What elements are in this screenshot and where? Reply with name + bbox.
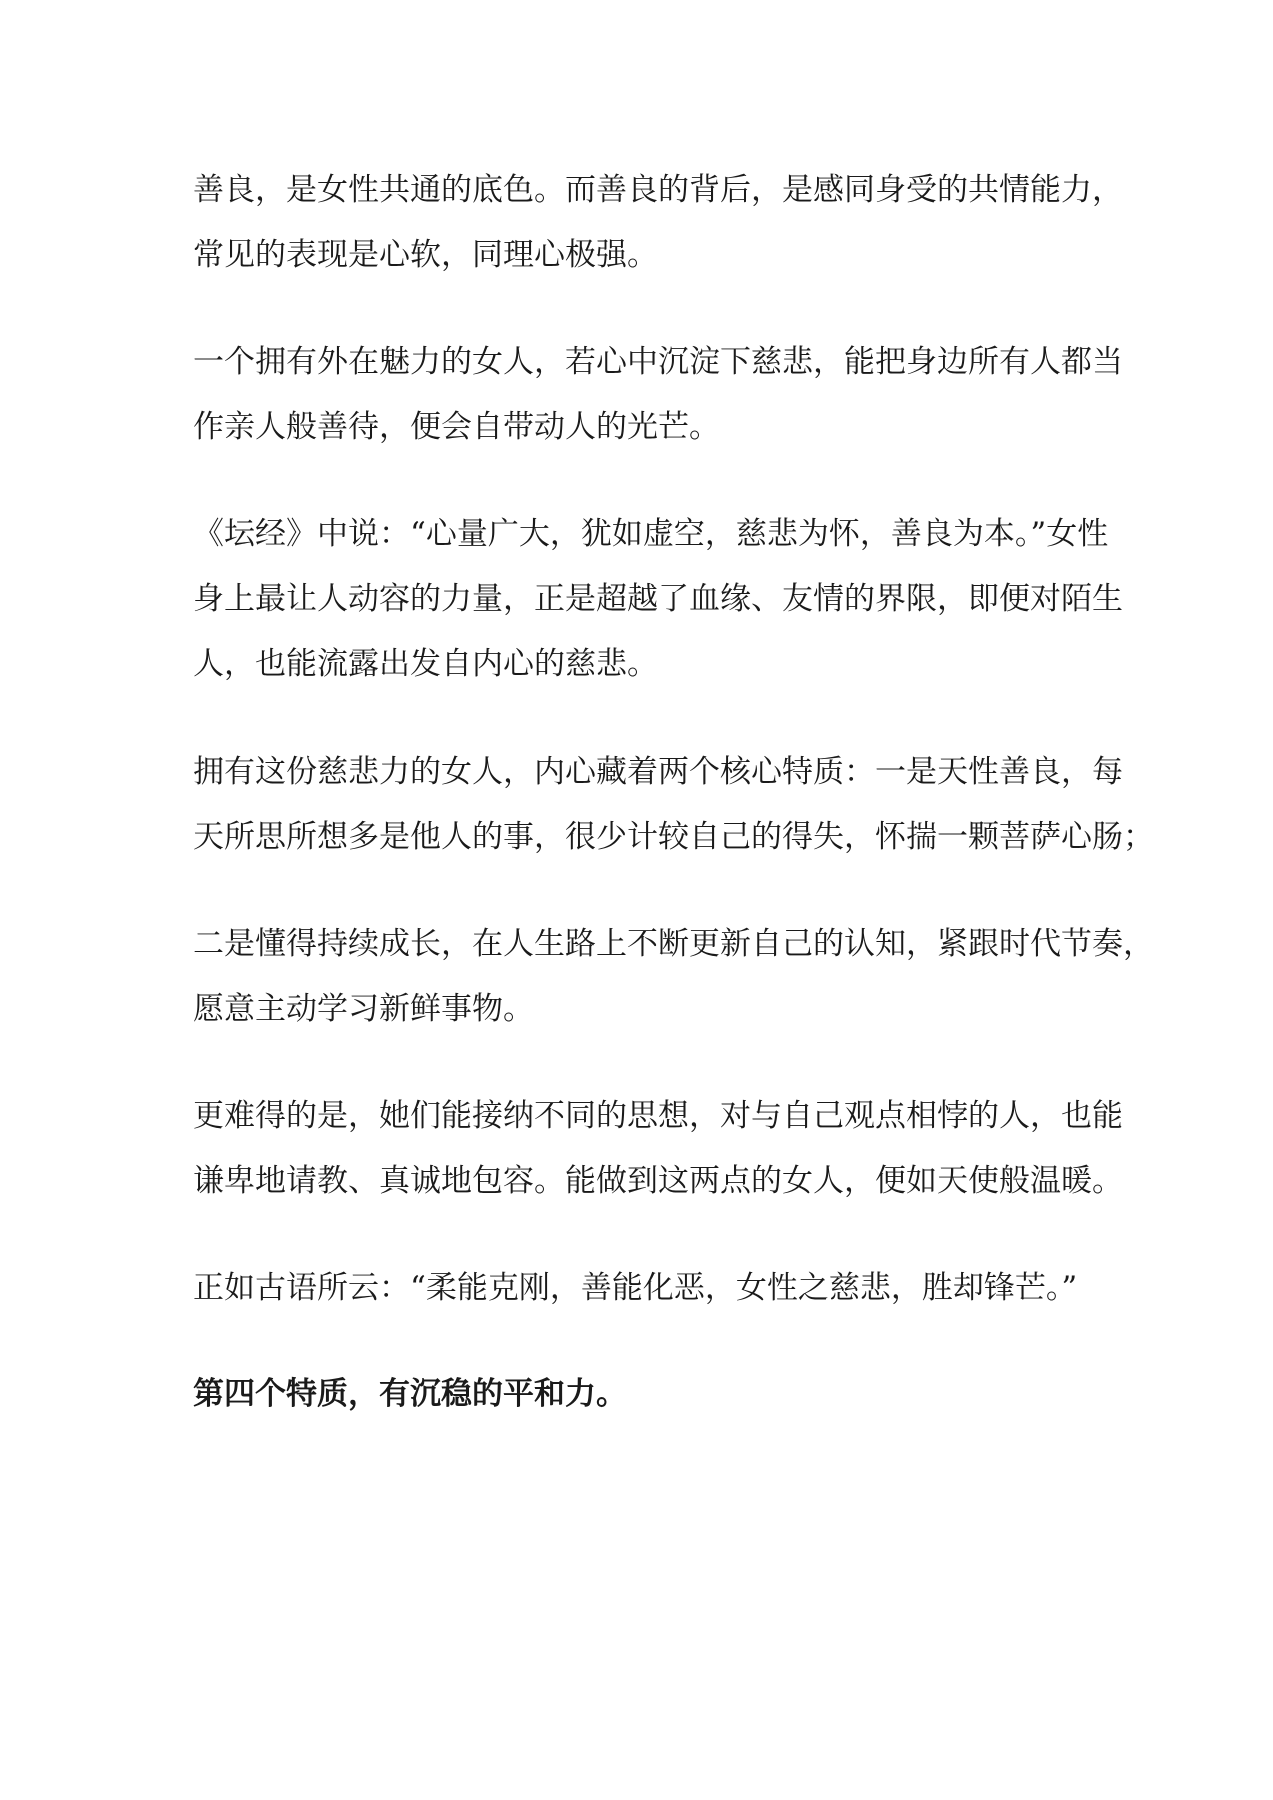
paragraph-6-line-1: 更难得的是，她们能接纳不同的思想，对与自己观点相悖的人，也能 xyxy=(193,1098,1123,1134)
paragraph-4 xyxy=(193,740,1154,870)
section-heading-text: 第四个特质，有沉稳的平和力。 xyxy=(193,1376,627,1412)
paragraph-3 xyxy=(193,502,1123,697)
paragraph-7-line-1: 正如古语所云：“柔能克刚，善能化恶，女性之慈悲，胜却锋芒。” xyxy=(193,1270,1078,1306)
paragraph-5 xyxy=(193,912,1154,1042)
paragraph-5-line-1: 二是懂得持续成长，在人生路上不断更新自己的认知，紧跟时代节奏， xyxy=(193,926,1154,962)
paragraph-2 xyxy=(193,330,1123,460)
paragraph-1-line-1: 善良，是女性共通的底色。而善良的背后，是感同身受的共情能力， xyxy=(193,172,1123,208)
paragraph-4-line-2: 天所思所想多是他人的事，很少计较自己的得失，怀揣一颗菩萨心肠； xyxy=(193,819,1154,855)
paragraph-7 xyxy=(193,1256,1093,1321)
paragraph-2-line-1: 一个拥有外在魅力的女人，若心中沉淀下慈悲，能把身边所有人都当 xyxy=(193,344,1123,380)
paragraph-2-line-2: 作亲人般善待，便会自带动人的光芒。 xyxy=(193,409,720,445)
paragraph-5-line-2: 愿意主动学习新鲜事物。 xyxy=(193,991,534,1027)
paragraph-3-line-2: 身上最让人动容的力量，正是超越了血缘、友情的界限，即便对陌生 xyxy=(193,581,1123,617)
paragraph-3-line-3: 人，也能流露出发自内心的慈悲。 xyxy=(193,646,658,682)
paragraph-3-line-1: 《坛经》中说：“心量广大，犹如虚空，慈悲为怀，善良为本。”女性 xyxy=(193,516,1109,552)
paragraph-4-line-1: 拥有这份慈悲力的女人，内心藏着两个核心特质：一是天性善良，每 xyxy=(193,754,1123,790)
paragraph-6 xyxy=(193,1084,1123,1214)
section-heading xyxy=(193,1362,1093,1427)
paragraph-6-line-2: 谦卑地请教、真诚地包容。能做到这两点的女人，便如天使般温暖。 xyxy=(193,1163,1123,1199)
paragraph-1-line-2: 常见的表现是心软，同理心极强。 xyxy=(193,237,658,273)
paragraph-1 xyxy=(193,158,1123,288)
